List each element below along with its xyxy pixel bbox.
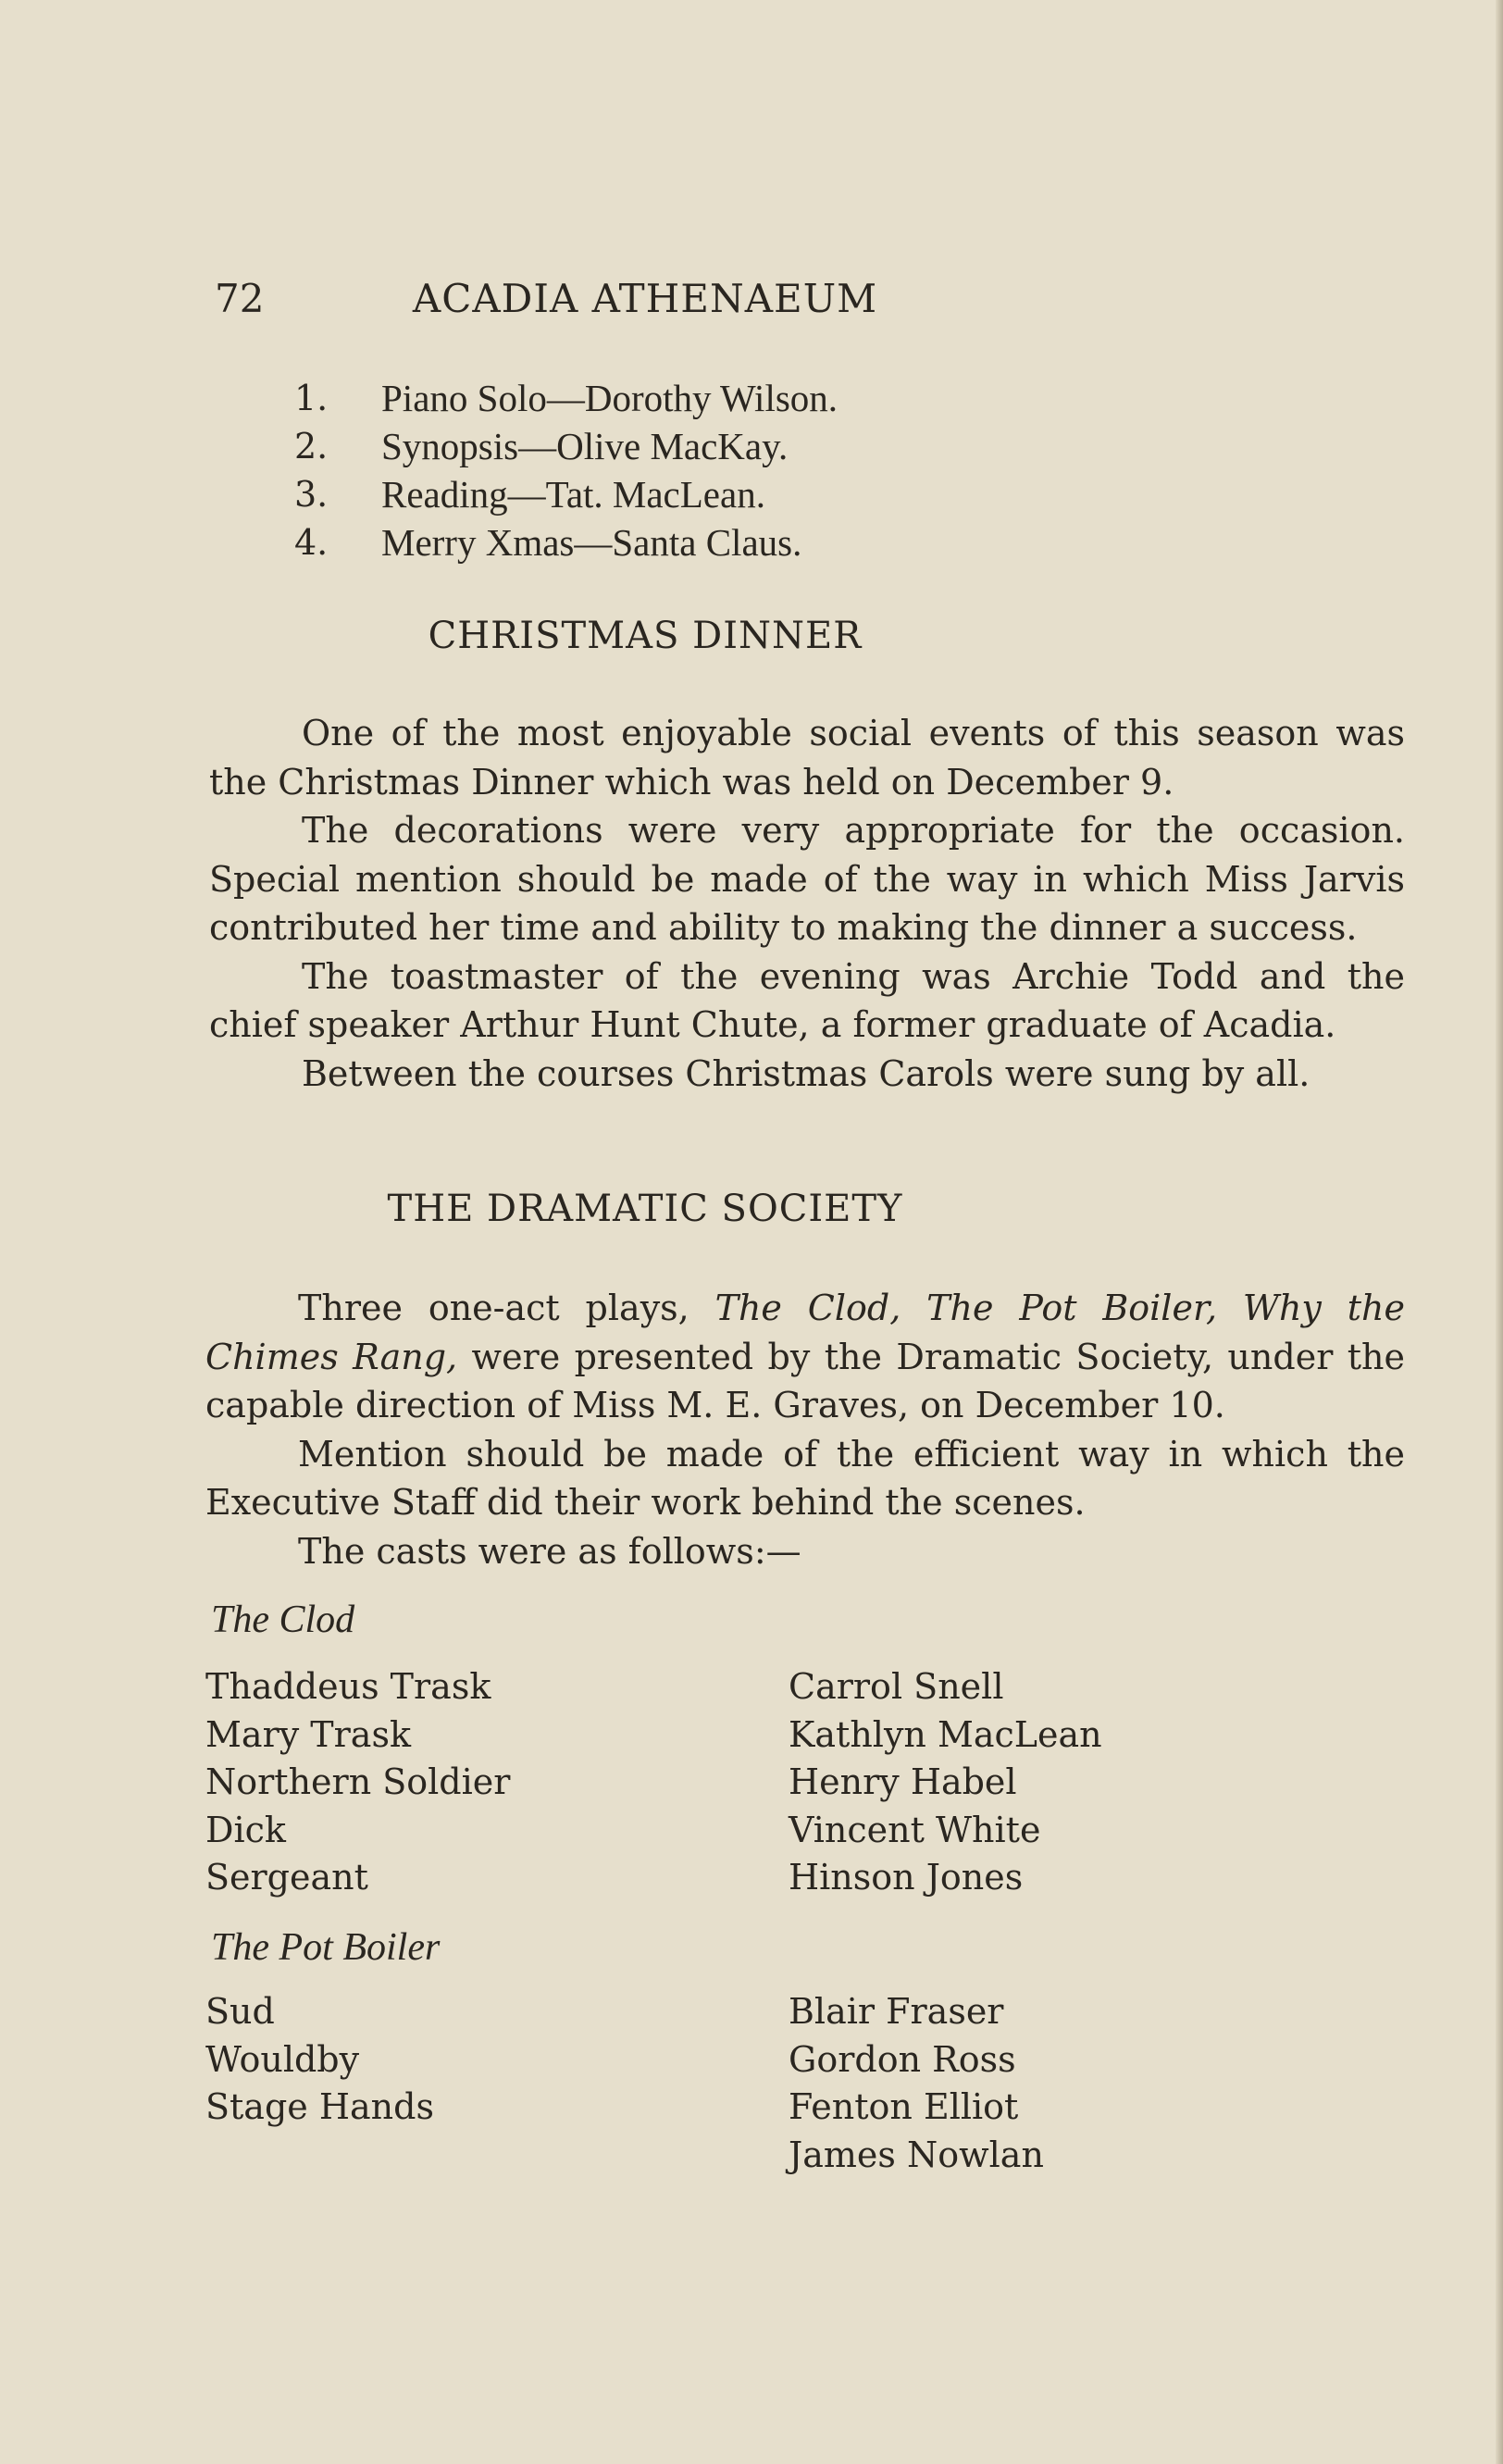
paragraph: The decorations were very appropriate for the occasion. Special mention should be made of the way in which Miss Jarvis contributed her time and ability to making the dinner a success. [209, 810, 1405, 948]
actor: Hinson Jones [789, 1857, 1024, 1898]
page-number: 72 [215, 276, 265, 321]
cast-list [205, 1663, 1270, 1902]
paragraph: The toastmaster of the evening was Archie Todd and the chief speaker Arthur Hunt Chute, a former graduate of Acadia. [209, 955, 1405, 1045]
cast-row [205, 1759, 1270, 1807]
role: Wouldby [205, 2038, 360, 2080]
item-number: 3. [294, 474, 329, 515]
actor: James Nowlan [789, 2134, 1044, 2175]
item-text: Synopsis—Olive MacKay. [381, 425, 789, 467]
item-text: Piano Solo—Dorothy Wilson. [381, 377, 838, 419]
role: Mary Trask [205, 1713, 411, 1755]
list-item [294, 518, 838, 566]
play-name: The Pot Boiler, [926, 1288, 1218, 1328]
actor: Blair Fraser [789, 1991, 1004, 2032]
item-number: 1. [294, 378, 329, 418]
cast-row [205, 1854, 1270, 1902]
list-item [294, 374, 838, 422]
cast-row [205, 1988, 1270, 2036]
page-header [215, 276, 1075, 331]
paragraph: Between the courses Christmas Carols were sung by all. [302, 1052, 1310, 1094]
actor: Kathlyn MacLean [789, 1713, 1102, 1755]
item-number: 4. [294, 522, 329, 563]
role: Northern Soldier [205, 1761, 511, 1802]
cast-row [205, 1807, 1270, 1855]
play-title: The Clod [211, 1599, 355, 1641]
text: Three one-act plays, [298, 1288, 715, 1328]
dramatic-society-heading: THE DRAMATIC SOCIETY [387, 1188, 903, 1230]
text: were presented by the Dramatic Society, under the capable direction of Miss M. E. Graves, on December 10. [205, 1336, 1405, 1425]
role: Sergeant [205, 1857, 368, 1898]
paragraph [205, 1284, 1405, 1430]
actor: Gordon Ross [789, 2038, 1016, 2080]
list-item [294, 470, 838, 518]
item-text: Merry Xmas—Santa Claus. [381, 521, 802, 564]
item-number: 2. [294, 426, 329, 467]
actor: Carrol Snell [789, 1666, 1004, 1707]
cast-row [205, 2036, 1270, 2084]
paragraph: Mention should be made of the efficient way in which the Executive Staff did their work behind the scenes. [205, 1433, 1405, 1523]
play-title: The Pot Boiler [211, 1926, 441, 1969]
play-name: Why the Chimes Rang, [205, 1288, 1405, 1377]
cast-row [205, 1711, 1270, 1760]
actor: Fenton Elliot [789, 2086, 1019, 2127]
paragraph: One of the most enjoyable social events of this season was the Christmas Dinner which was held on December 9. [209, 713, 1405, 803]
christmas-dinner-body [209, 709, 1405, 1098]
role: Dick [205, 1809, 286, 1850]
role: Thaddeus Trask [205, 1666, 491, 1707]
role: Sud [205, 1991, 275, 2032]
item-text: Reading—Tat. MacLean. [381, 473, 765, 516]
cast-list [205, 1988, 1270, 2179]
actor: Henry Habel [789, 1761, 1017, 1802]
program-list [294, 374, 838, 566]
running-title: ACADIA ATHENAEUM [412, 276, 878, 321]
list-item [294, 422, 838, 470]
christmas-dinner-heading: CHRISTMAS DINNER [428, 615, 863, 657]
dramatic-society-body [205, 1284, 1405, 1575]
role: Stage Hands [205, 2086, 434, 2127]
paragraph: The casts were as follows:— [298, 1530, 801, 1572]
actor: Vincent White [789, 1809, 1041, 1850]
role [205, 2132, 789, 2180]
cast-row [205, 2084, 1270, 2132]
cast-row [205, 1663, 1270, 1711]
cast-row [205, 2132, 1270, 2180]
page-edge [1496, 0, 1503, 2464]
play-name: The Clod, [714, 1288, 901, 1328]
